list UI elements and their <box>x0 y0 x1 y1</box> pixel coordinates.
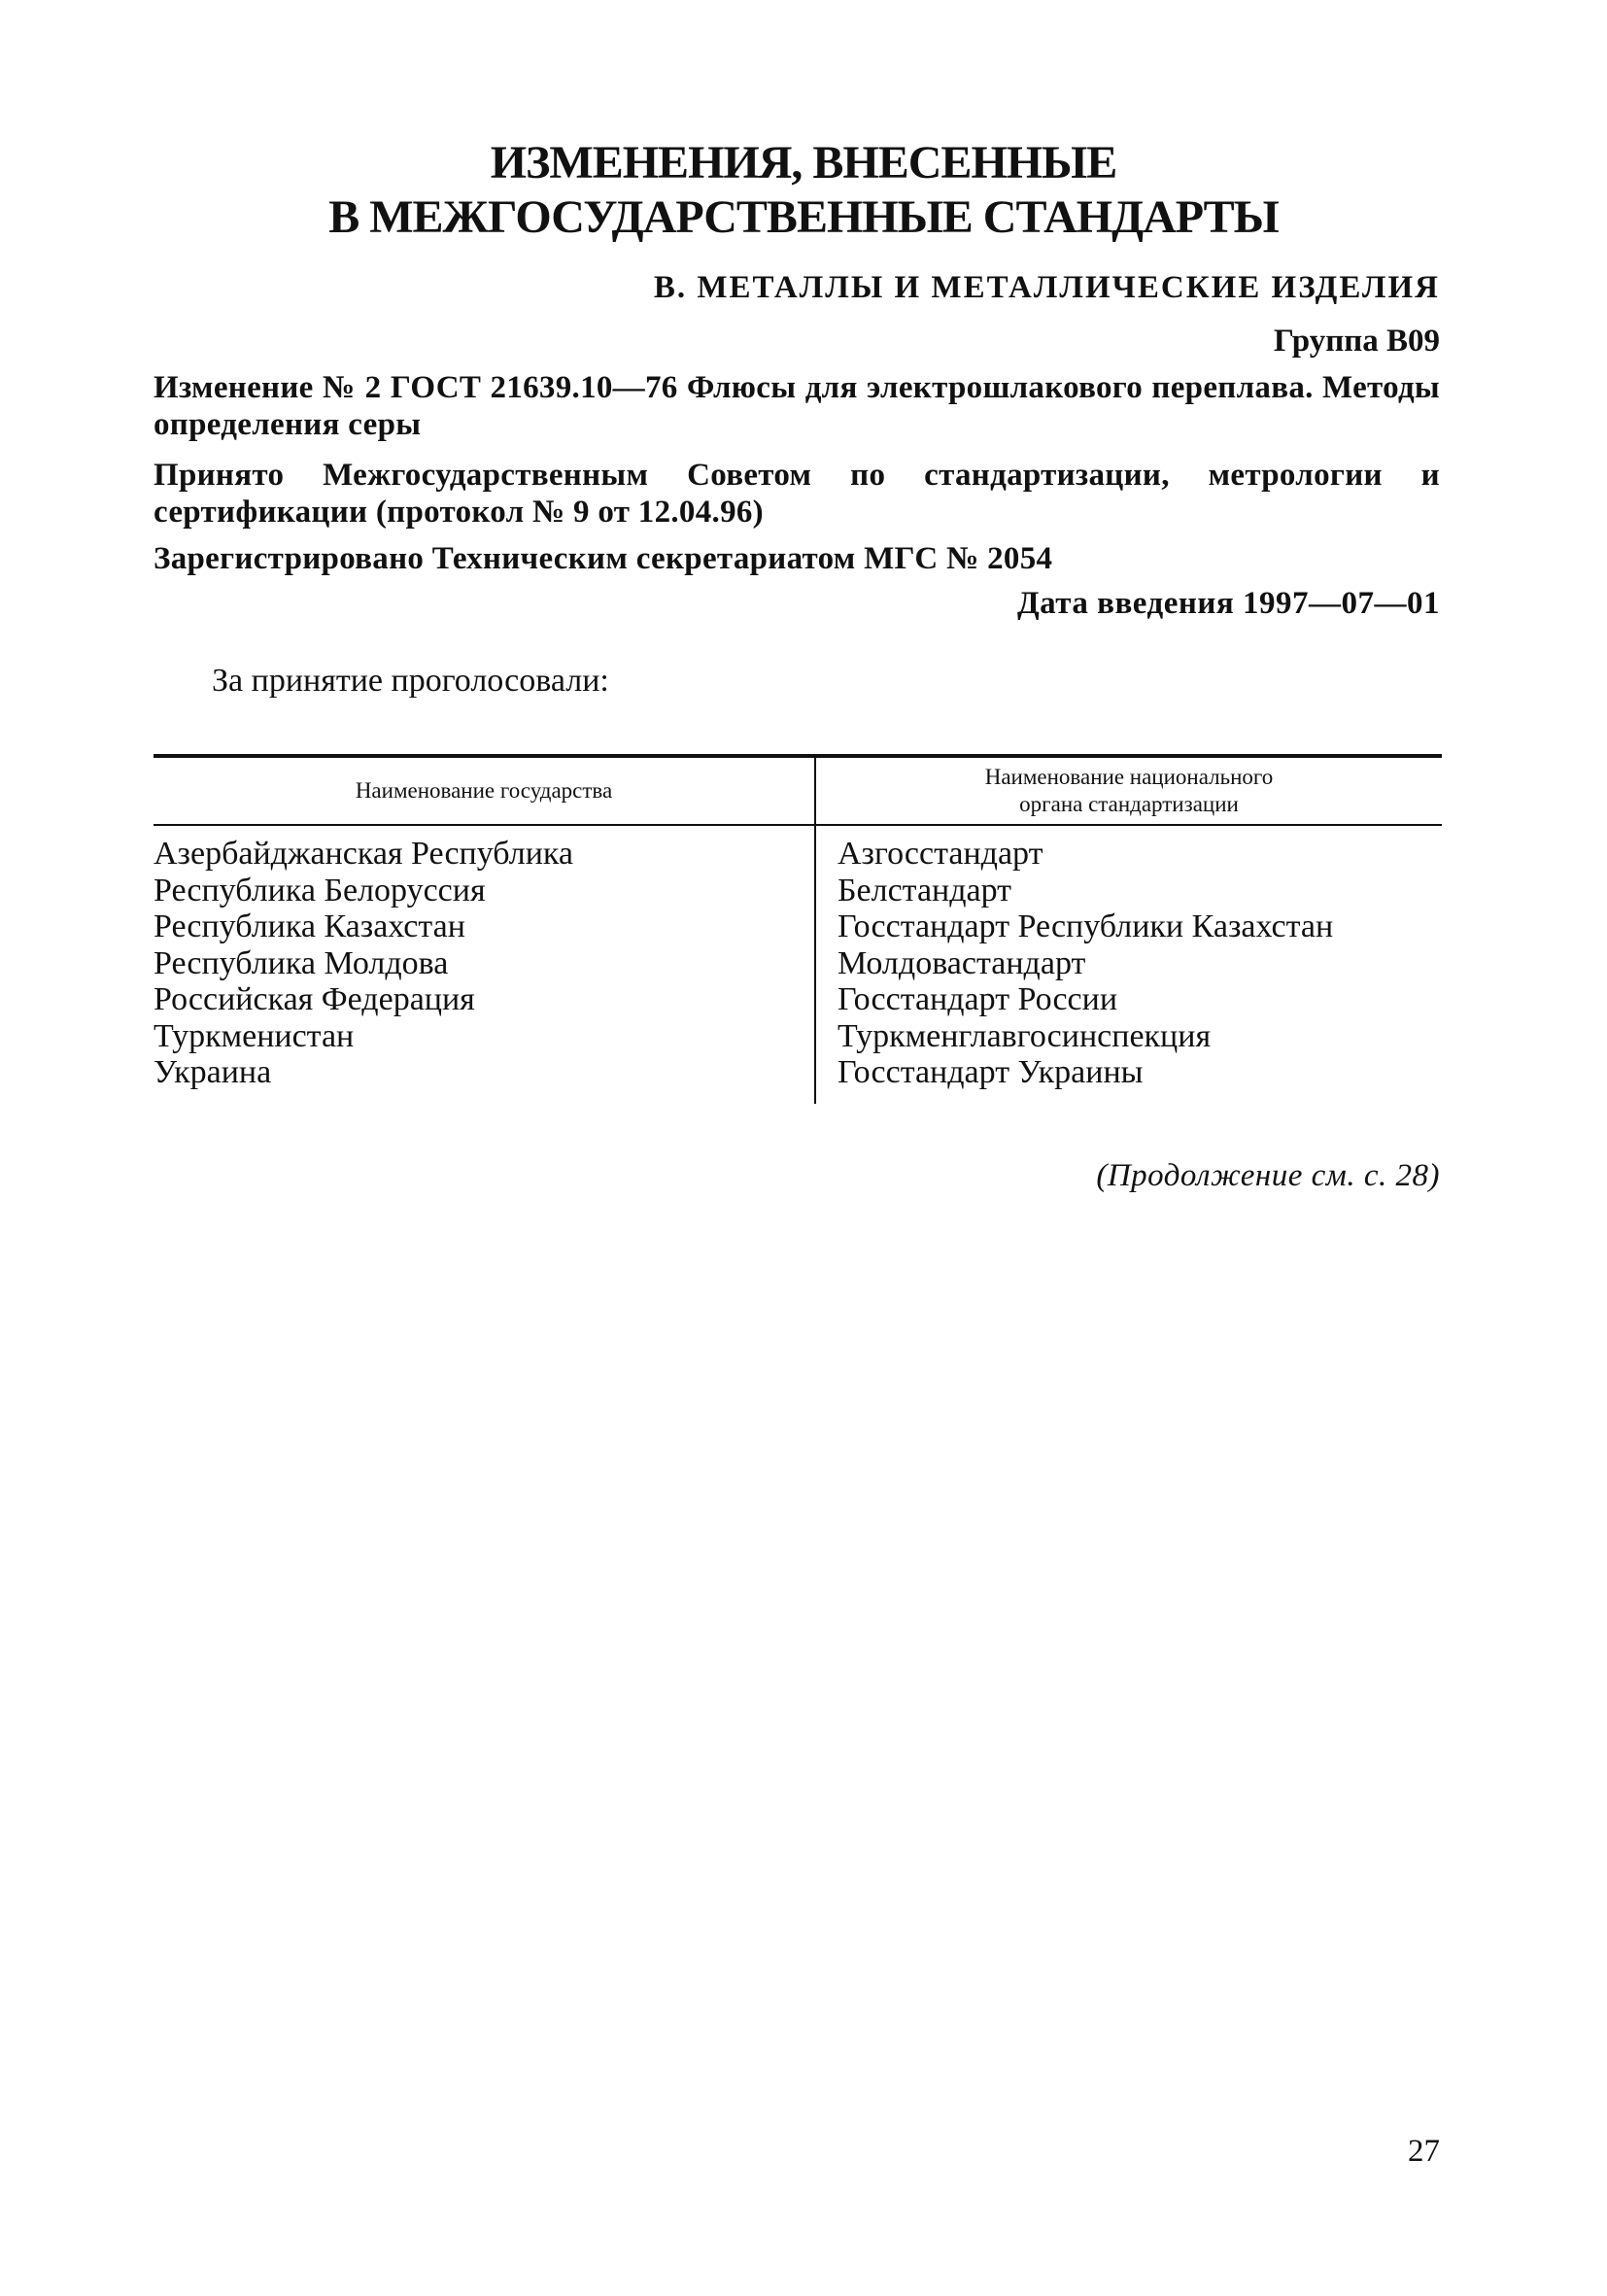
state-cell: Республика Белоруссия <box>154 872 486 908</box>
adopted-note: Принято Межгосударственным Советом по стандартизации, метрологии и сертификации (протокол № 9 от 12.04.96) <box>154 458 1440 530</box>
body-cell: Госстандарт Республики Казахстан <box>838 908 1334 944</box>
state-cell: Украина <box>154 1054 272 1090</box>
registered-note: Зарегистрировано Техническим секретариатом МГС № 2054 <box>154 541 1053 576</box>
state-column <box>154 836 573 1091</box>
state-cell: Азербайджанская Республика <box>154 836 574 872</box>
header-body-line-2: органа стандартизации <box>1019 792 1239 816</box>
header-standards-body <box>816 760 1442 822</box>
state-cell: Республика Казахстан <box>154 908 465 944</box>
body-cell: Госстандарт Украины <box>838 1054 1144 1090</box>
group-code: Группа В09 <box>1273 324 1440 359</box>
body-cell: Туркменглавгосинспекция <box>838 1017 1212 1054</box>
continuation-note: (Продолжение см. с. 28) <box>1096 1158 1440 1193</box>
page-number: 27 <box>1408 2134 1440 2169</box>
body-cell: Молдовастандарт <box>838 944 1086 981</box>
header-state-label: Наименование государства <box>355 778 613 803</box>
document-title <box>0 136 1607 245</box>
title-line-1: ИЗМЕНЕНИЯ, ВНЕСЕННЫЕ <box>490 137 1117 188</box>
standards-body-column <box>838 836 1333 1091</box>
vote-label: За принятие проголосовали: <box>212 663 609 699</box>
body-cell: Госстандарт России <box>838 981 1118 1017</box>
table-header-rule <box>154 824 1442 826</box>
state-cell: Туркменистан <box>154 1017 355 1054</box>
voting-table <box>154 754 1442 1106</box>
state-cell: Российская Федерация <box>154 981 475 1017</box>
body-cell: Азгосстандарт <box>838 836 1043 872</box>
header-body-line-1: Наименование национального <box>984 765 1274 789</box>
table-top-rule <box>154 754 1442 758</box>
introduction-date: Дата введения 1997—07—01 <box>1016 586 1440 621</box>
change-title: Изменение № 2 ГОСТ 21639.10—76 Флюсы для электрошлакового переплава. Методы определения серы <box>154 370 1440 442</box>
section-heading: В. МЕТАЛЛЫ И МЕТАЛЛИЧЕСКИЕ ИЗДЕЛИЯ <box>653 270 1440 305</box>
title-line-2: В МЕЖГОСУДАРСТВЕННЫЕ СТАНДАРТЫ <box>328 191 1279 243</box>
body-cell: Белстандарт <box>838 872 1012 908</box>
header-state <box>154 760 814 822</box>
state-cell: Республика Молдова <box>154 944 449 981</box>
